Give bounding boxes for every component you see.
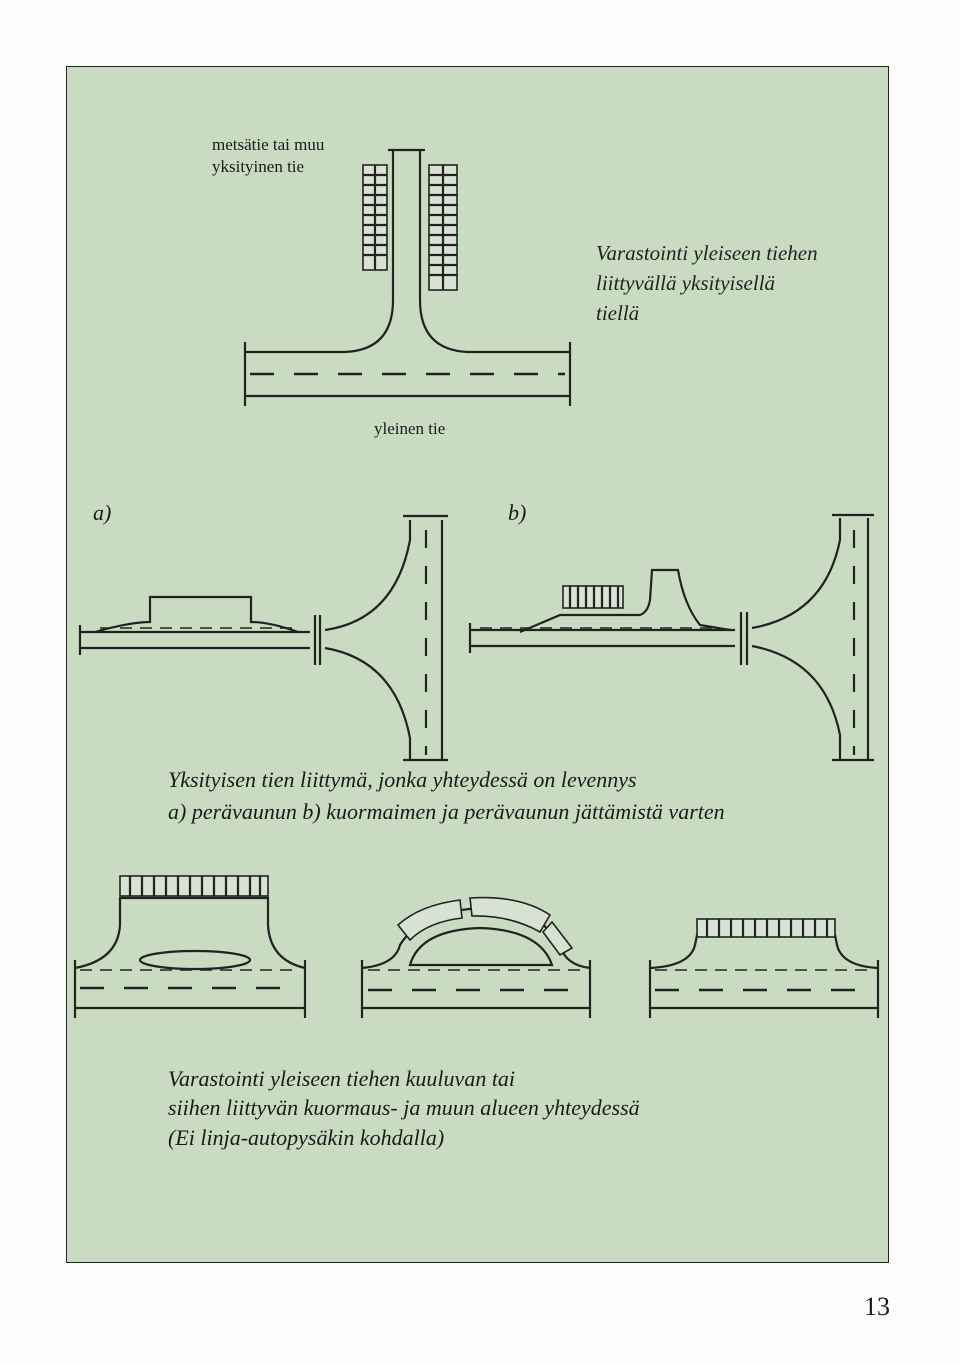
middle-caption-line1: Yksityisen tien liittymä, jonka yhteydessä on levennys: [168, 767, 637, 792]
bottom-caption-line2: siihen liittyvän kuormaus- ja muun alueen yhteydessä: [168, 1095, 640, 1120]
middle-caption-line2: a) perävaunun b) kuormaimen ja perävaunun jättämistä varten: [168, 799, 725, 824]
trailer-widening-a: [95, 597, 298, 632]
storage-area-3: [650, 919, 878, 1018]
storage-area-1: [75, 876, 305, 1018]
top-junction-diagram: [245, 150, 570, 406]
top-figure-title-line1: Varastointi yleiseen tiehen: [596, 241, 818, 265]
storage-area-2: [362, 898, 590, 1018]
loader-widening-b: [520, 570, 730, 632]
public-road-label: yleinen tie: [374, 419, 446, 438]
label-b: b): [508, 500, 527, 525]
timber-stack-left: [363, 165, 387, 270]
timber-stack-right: [429, 165, 457, 290]
top-figure-title-line2: liittyvällä yksityisellä: [596, 271, 776, 295]
junction-b-diagram: [470, 515, 874, 760]
top-figure-title-line3: tiellä: [596, 301, 640, 325]
private-road-label-2: yksityinen tie: [212, 157, 305, 176]
bottom-caption-line3: (Ei linja-autopysäkin kohdalla): [168, 1125, 445, 1150]
junction-a-diagram: [80, 516, 448, 760]
page-number: 13: [864, 1292, 890, 1321]
private-road-label-1: metsätie tai muu: [212, 135, 325, 154]
label-a: a): [93, 500, 112, 525]
bottom-caption-line1: Varastointi yleiseen tiehen kuuluvan tai: [168, 1066, 516, 1091]
